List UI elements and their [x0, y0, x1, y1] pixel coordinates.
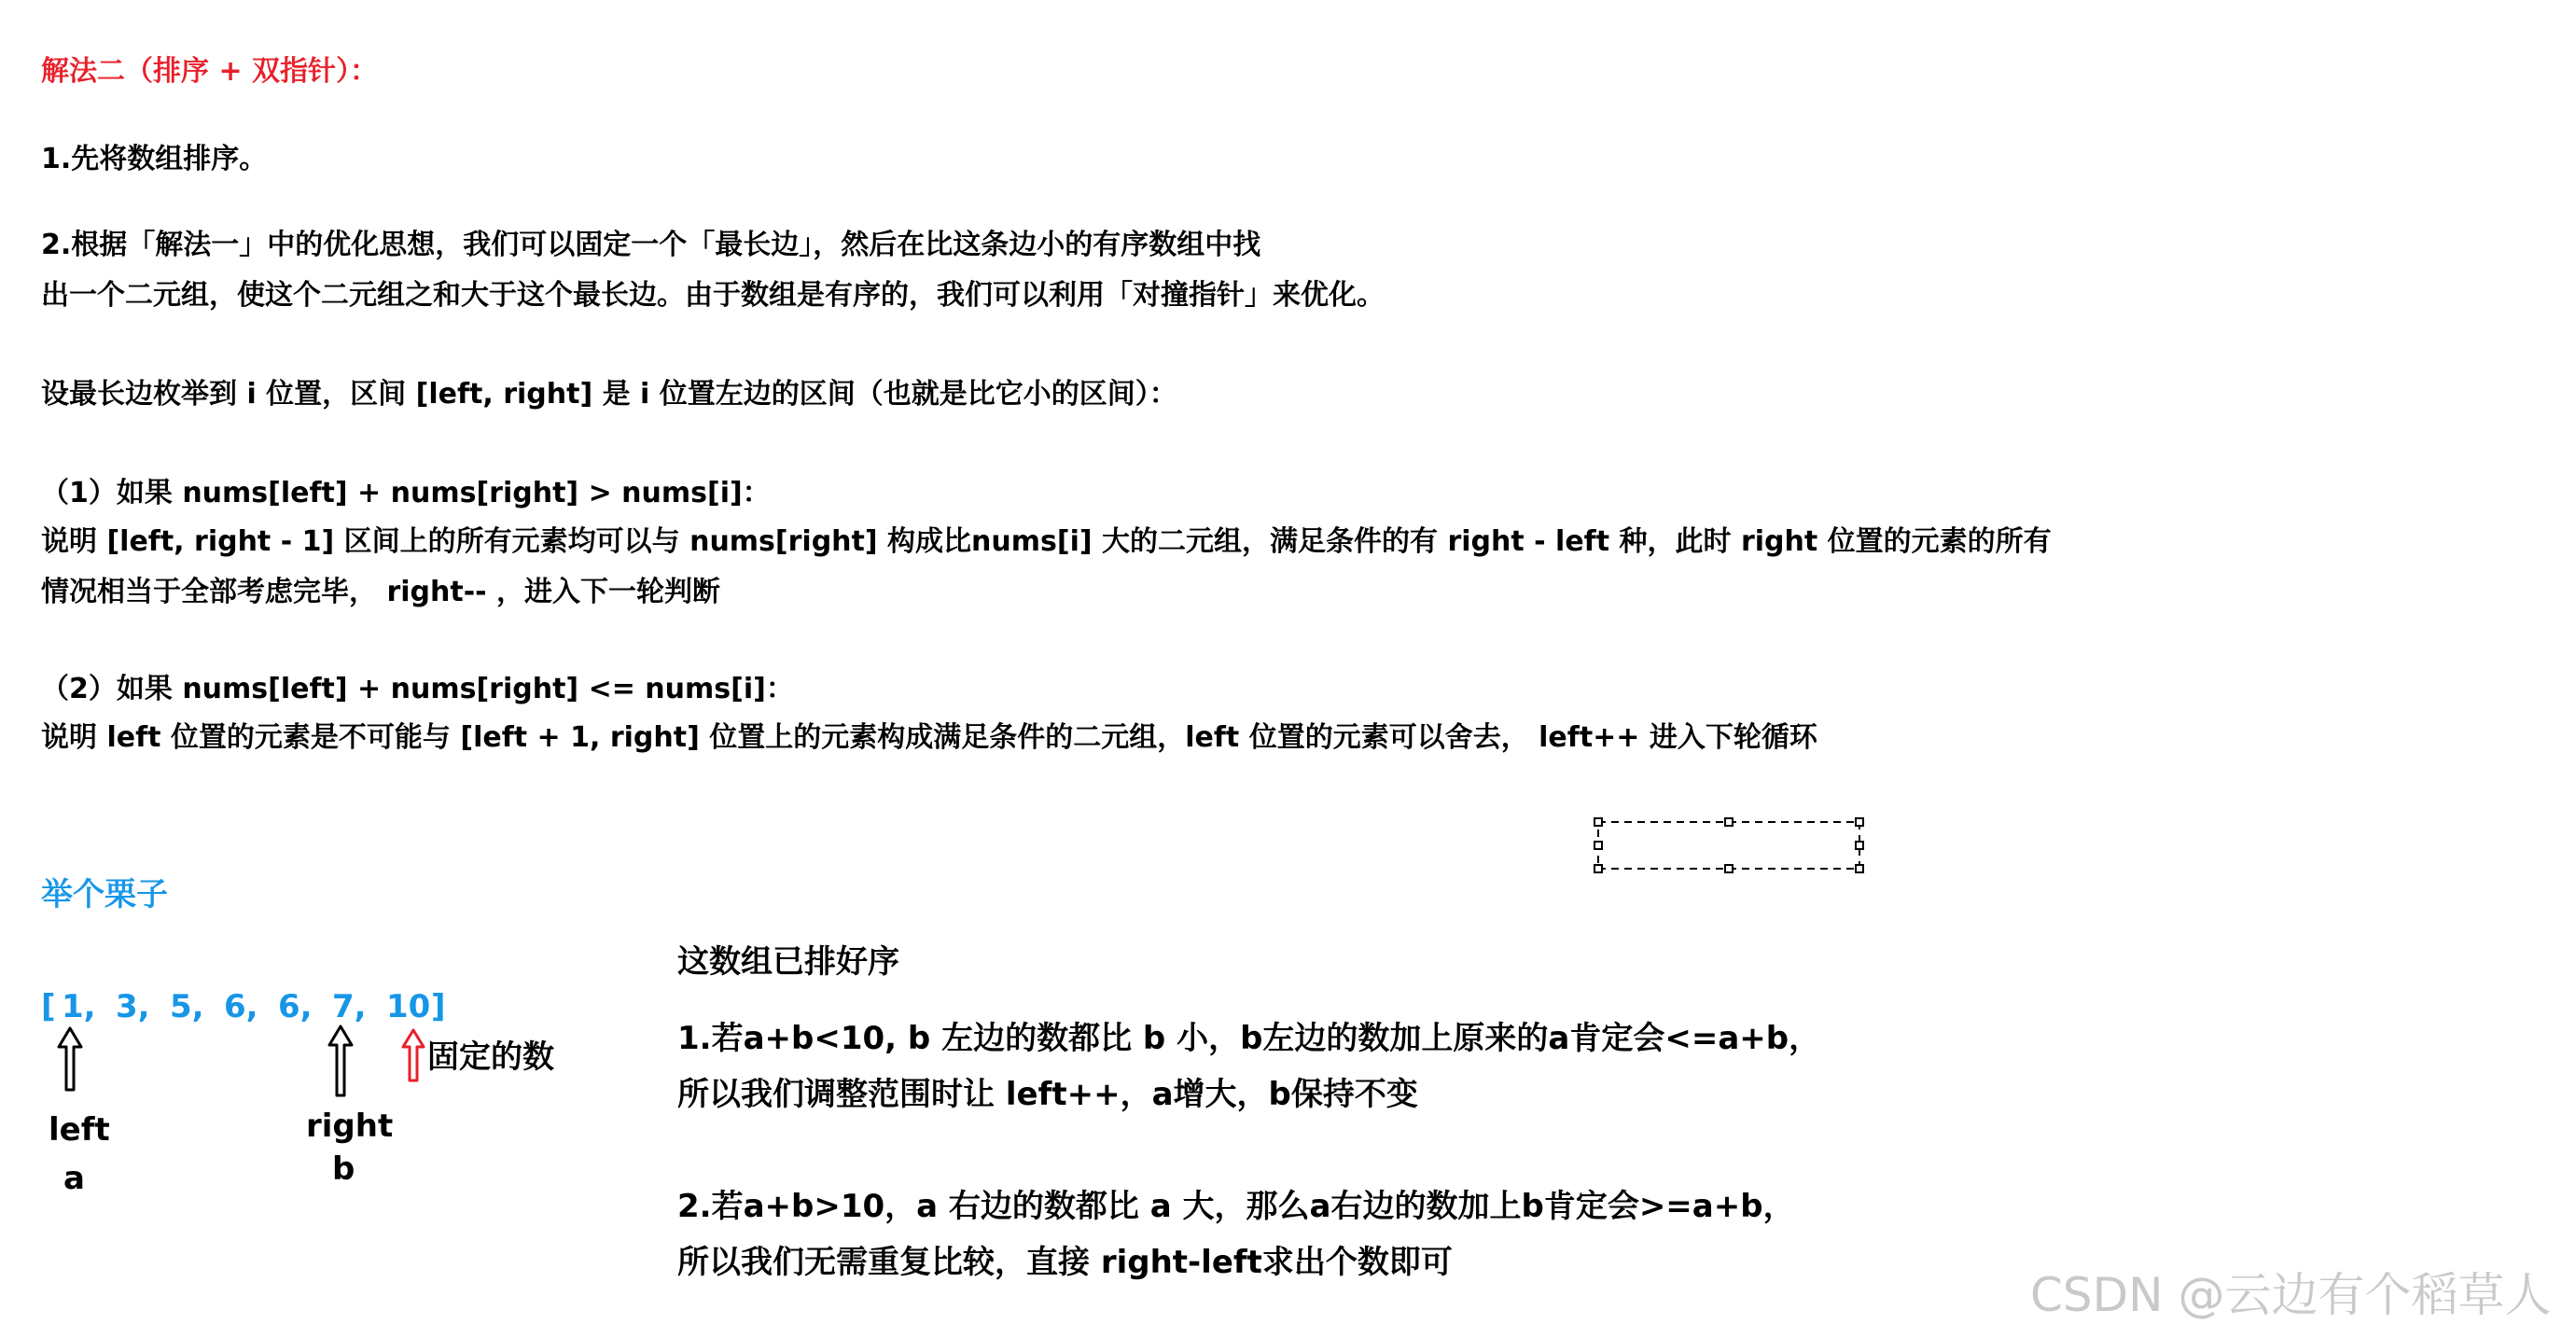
- fixed-arrow-icon: [401, 1028, 425, 1082]
- point-1-line-2: 所以我们调整范围时让 left++，a增大，b保持不变: [677, 1076, 1418, 1113]
- point-1-line-1: 1.若a+b<10, b 左边的数都比 b 小，b左边的数加上原来的a肯定会<=a+b，: [677, 1020, 1821, 1057]
- case-2-line-1: 说明 left 位置的元素是不可能与 [left + 1, right] 位置上的元素构成满足条件的二元组，left 位置的元素可以舍去， left++ 进入下轮循环: [41, 721, 1817, 754]
- case-1-line-2: 情况相当于全部考虑完毕， right-- ，进入下一轮判断: [41, 576, 721, 608]
- array-close-bracket: ]: [431, 988, 446, 1025]
- selection-box-outline: [1597, 821, 1860, 870]
- array-value-7: 7,: [332, 988, 367, 1025]
- case-2-title: （2）如果 nums[left] + nums[right] <= nums[i]：: [41, 673, 794, 705]
- right-arrow-icon: [327, 1024, 355, 1097]
- array-value-6b: 6,: [278, 988, 313, 1025]
- case-1-title: （1）如果 nums[left] + nums[right] > nums[i]：: [41, 477, 771, 509]
- step-1: 1.先将数组排序。: [41, 143, 268, 175]
- array-value-3: 3,: [116, 988, 150, 1025]
- array-value-10: 10: [386, 988, 431, 1025]
- resize-handle-ne[interactable]: [1855, 817, 1864, 827]
- setup-text: 设最长边枚举到 i 位置，区间 [left, right] 是 i 位置左边的区间（也就是比它小的区间）：: [41, 378, 1177, 411]
- array-value-6a: 6,: [224, 988, 258, 1025]
- watermark: CSDN @云边有个稻草人: [2030, 1268, 2552, 1322]
- resize-handle-sw[interactable]: [1594, 864, 1603, 873]
- array-value-5: 5,: [170, 988, 204, 1025]
- a-label: a: [63, 1160, 85, 1197]
- resize-handle-w[interactable]: [1594, 841, 1603, 850]
- resize-handle-nw[interactable]: [1594, 817, 1603, 827]
- step-2-line-2: 出一个二元组，使这个二元组之和大于这个最长边。由于数组是有序的，我们可以利用「对撞指针」来优化。: [41, 279, 1385, 312]
- left-arrow-icon: [56, 1026, 84, 1092]
- example-array: [41, 987, 56, 1026]
- array-open-bracket: [: [41, 988, 56, 1025]
- resize-handle-se[interactable]: [1855, 864, 1864, 873]
- sorted-note: 这数组已排好序: [677, 943, 899, 981]
- method-title: 解法二（排序 + 双指针）：: [41, 55, 379, 88]
- point-2-line-1: 2.若a+b>10，a 右边的数都比 a 大，那么a右边的数加上b肯定会>=a+b，: [677, 1188, 1795, 1225]
- resize-handle-s[interactable]: [1724, 864, 1734, 873]
- step-2-line-1: 2.根据「解法一」中的优化思想，我们可以固定一个「最长边」，然后在比这条边小的有序数组中找: [41, 229, 1261, 261]
- selection-box[interactable]: [1597, 821, 1860, 870]
- b-label: b: [332, 1150, 355, 1188]
- resize-handle-e[interactable]: [1855, 841, 1864, 850]
- array-value-1: 1,: [62, 988, 96, 1025]
- right-label: right: [306, 1108, 394, 1145]
- case-1-line-1: 说明 [left, right - 1] 区间上的所有元素均可以与 nums[right] 构成比nums[i] 大的二元组，满足条件的有 right - left 种，此时 right 位置的元素的所有: [41, 525, 2052, 558]
- fixed-label: 固定的数: [427, 1038, 554, 1076]
- left-label: left: [49, 1111, 110, 1149]
- resize-handle-n[interactable]: [1724, 817, 1734, 827]
- point-2-line-2: 所以我们无需重复比较，直接 right-left求出个数即可: [677, 1244, 1453, 1281]
- example-title: 举个栗子: [41, 876, 168, 913]
